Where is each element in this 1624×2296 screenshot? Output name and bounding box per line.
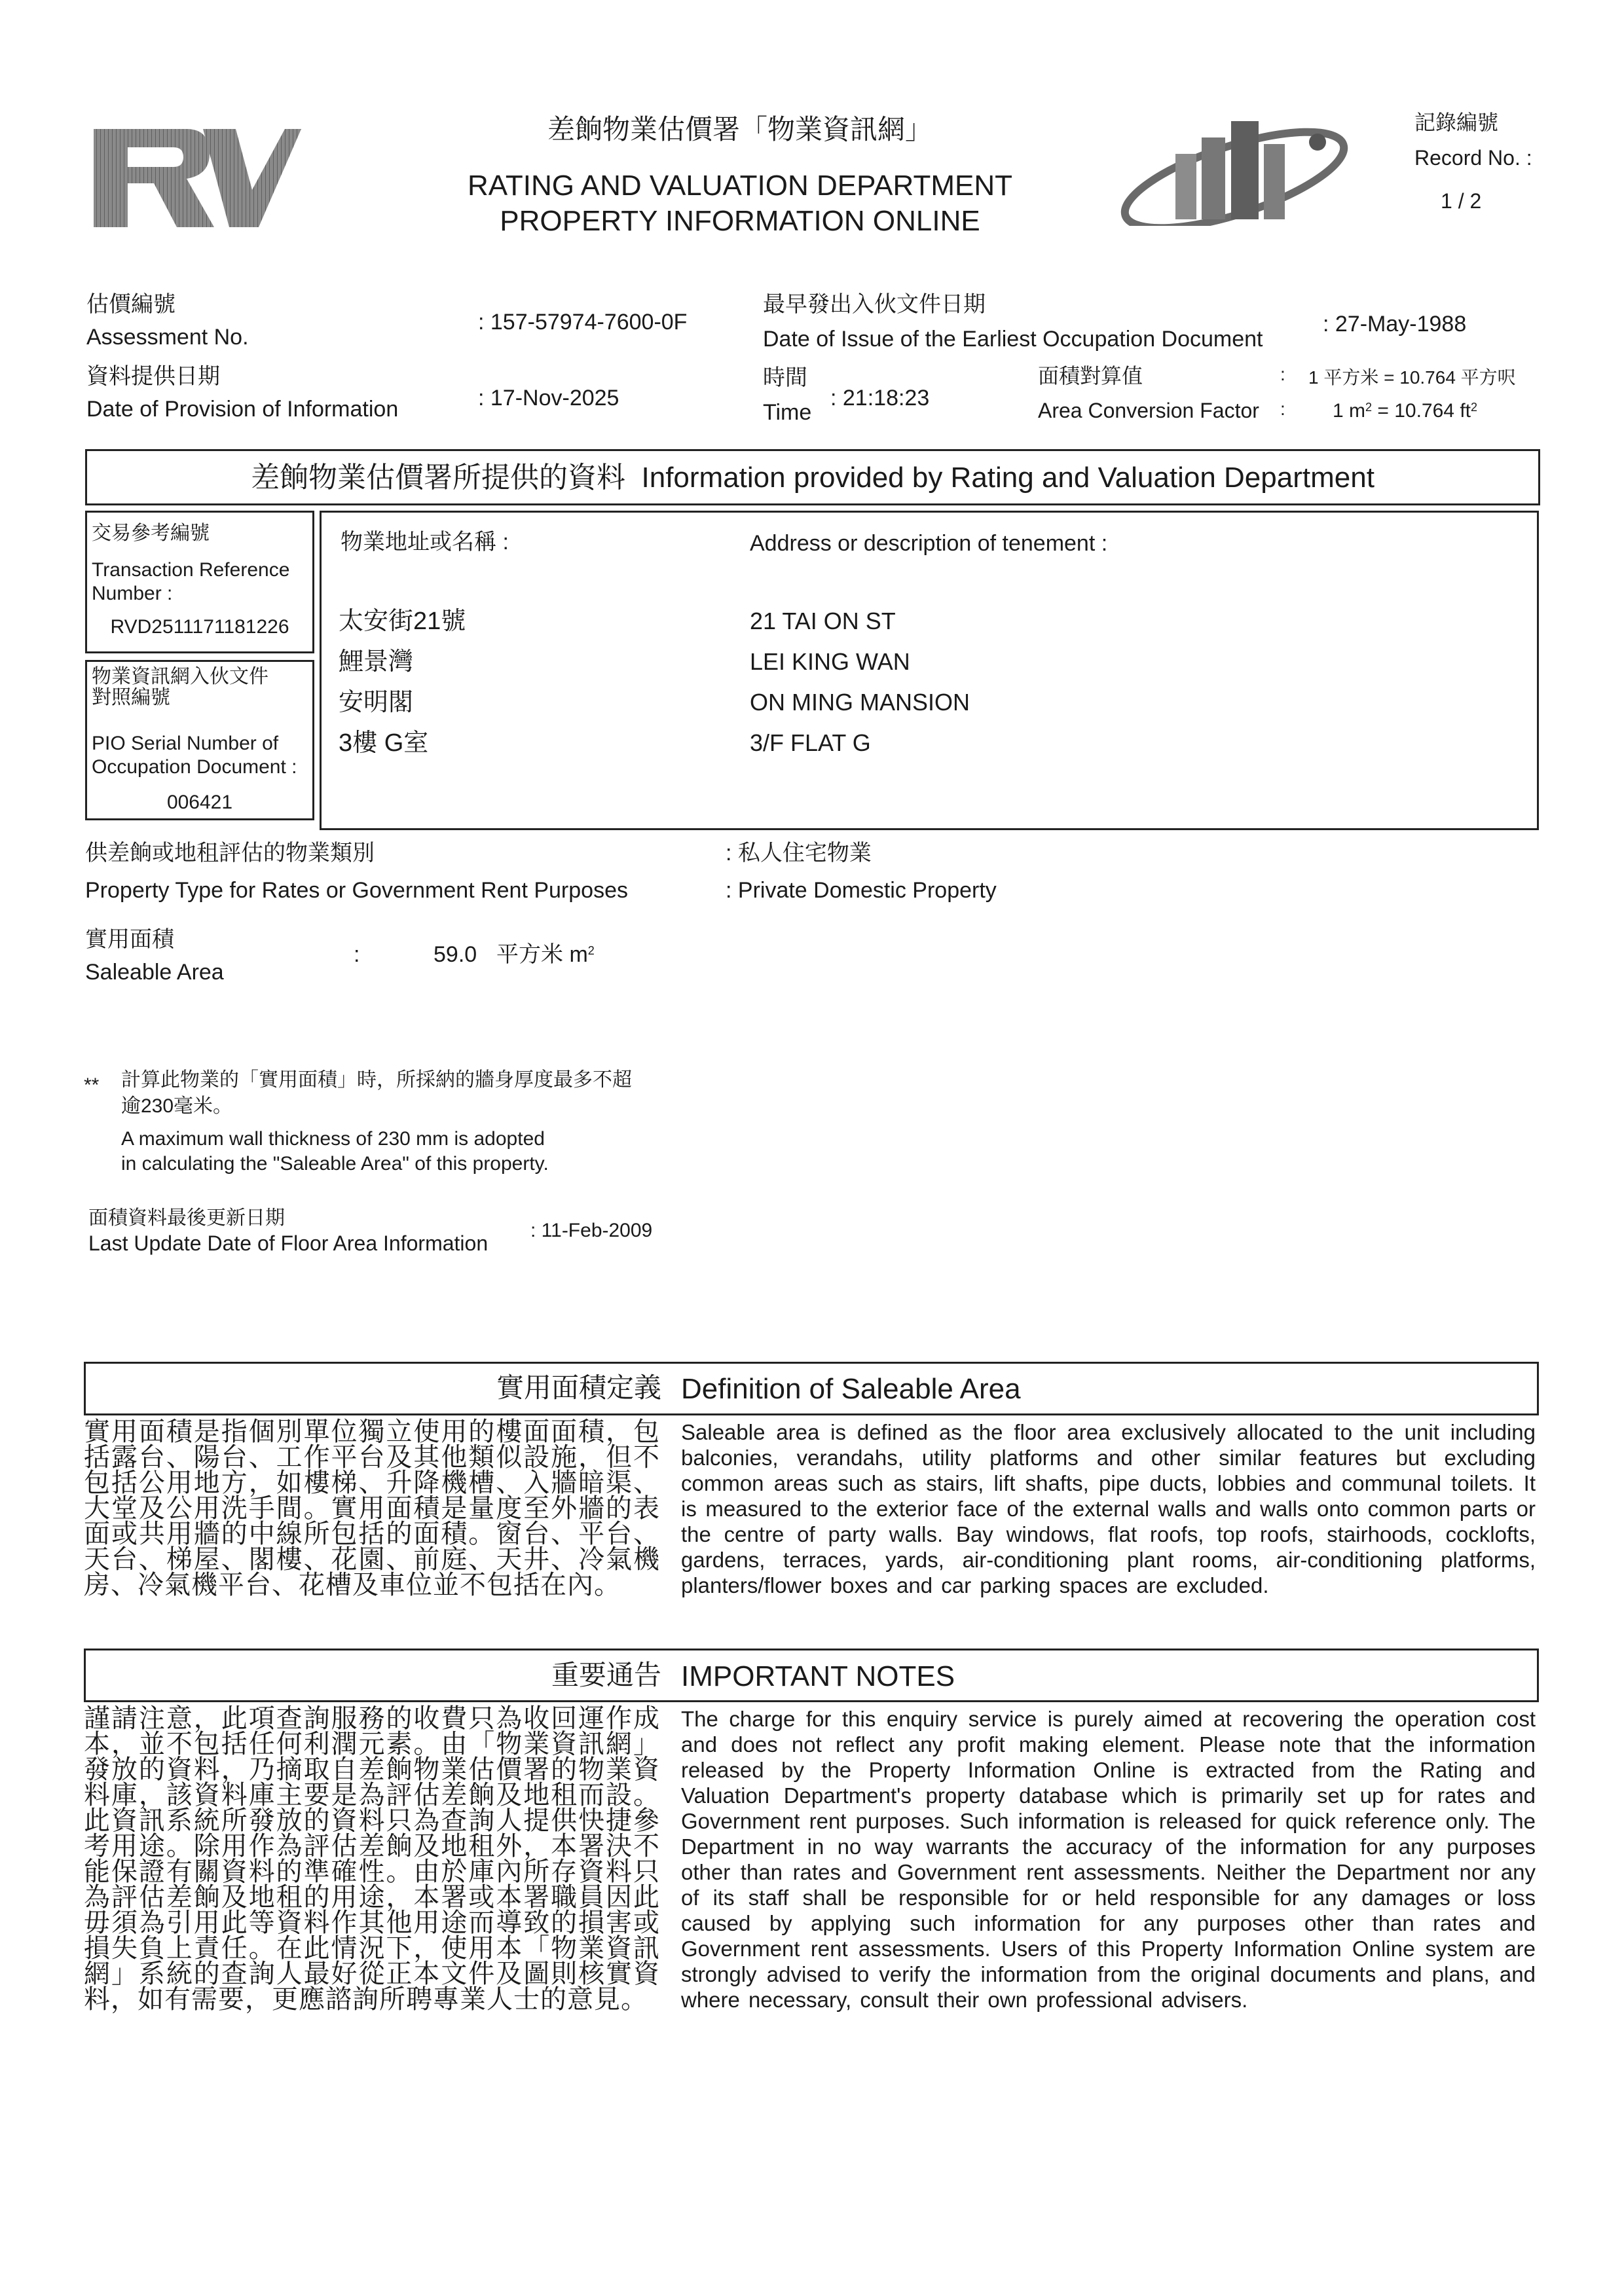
notes-body-en: The charge for this enquiry service is purely aimed at recovering the operation cost and does not reflect any profit making element. Please note that the information released by the Property Information Online is extracted from the Rating and Valuation Department's property database which is primarily set up for rates and Government rent purposes. Such information is released for quick reference only. The Department in no way warrants the accuracy of the information for any purposes other than rates and Government rent assessments. Neither the Department nor any of its staff shall be responsible for or held responsible for any damages or loss caused by applying such information for any purposes other than rates and Government rent assessments. Users of this Property Information Online system are strongly advised to verify the information from the original documents and plans, and where necessary, consult their own professional advisers.: [681, 1707, 1536, 2012]
dept-name-zh: 差餉物業估價署「物業資訊網」: [547, 113, 932, 145]
address-line-zh: 太安街21號: [339, 608, 466, 635]
address-line-en: LEI KING WAN: [750, 648, 910, 675]
property-type-label-zh: 供差餉或地租評估的物業類別: [85, 841, 375, 866]
address-line-zh: 3樓 G室: [339, 729, 429, 757]
txn-ref-value: RVD2511171181226: [110, 616, 289, 638]
area-factor-line1: 1 平方米 = 10.764 平方呎: [1308, 367, 1516, 388]
pio-label-zh: 物業資訊網入伙文件對照編號: [92, 666, 268, 708]
notes-body-zh: 謹請注意，此項查詢服務的收費只為收回運作成本，並不包括任何利潤元素。由「物業資訊網」發放的資料，乃摘取自差餉物業估價署的物業資料庫，該資料庫主要是為評估差餉及地租而設。此資訊系統所發放的資料只為查詢人提供快捷參考用途。除用作為評估差餉及地租外，本署決不能保證有關資料的準確性。由於庫內所存資料只為評估差餉及地租的用途，本署或本署職員因此毋須為引用此等資料作其他用途而導致的損害或損失負上責任。在此情況下，使用本「物業資訊網」系統的查詢人最好從正本文件及圖則核實資料，如有需要，更應諮詢所聘專業人士的意見。: [84, 1704, 660, 2014]
provision-date-label-zh: 資料提供日期: [86, 364, 220, 389]
superscript: 2: [1470, 401, 1477, 414]
area-factor-colon: :: [1280, 364, 1285, 384]
address-label-en: Address or description of tenement :: [750, 531, 1108, 556]
address-zh-list: [339, 601, 466, 763]
definition-body-zh: 實用面積是指個別單位獨立使用的樓面面積，包括露台、陽台、工作平台及其他類似設施，但不包括公用地方，如樓梯、升降機槽、入牆暗渠、大堂及公用洗手間。實用面積是量度至外牆的表面或共用牆的中線所包括的面積。窗台、平台、天台、梯屋、閣樓、花園、前庭、天井、冷氣機房、冷氣機平台、花槽及車位並不包括在內。: [84, 1417, 660, 1599]
provision-date-value: : 17-Nov-2025: [478, 386, 619, 410]
txn-ref-label-en: Transaction Reference Number :: [92, 559, 290, 604]
saleable-area-unit: [496, 941, 595, 968]
assessment-no-label-en: Assessment No.: [86, 325, 249, 350]
notes-title-en: IMPORTANT NOTES: [681, 1660, 955, 1692]
property-type-value-en: : Private Domestic Property: [726, 878, 997, 903]
note-zh: 計算此物業的「實用面積」時，所採納的牆身厚度最多不超逾230毫米。: [121, 1069, 632, 1117]
assessment-no-label-zh: 估價編號: [86, 292, 175, 317]
address-label-zh: 物業地址或名稱 :: [341, 530, 509, 555]
info-section-title-en: Information provided by Rating and Valuation Department: [641, 462, 1375, 494]
buildings-logo: [1113, 108, 1349, 226]
address-line-zh: 安明閣: [339, 689, 414, 716]
record-no-label-zh: 記錄編號: [1414, 111, 1499, 134]
notes-title-zh: 重要通告: [551, 1660, 661, 1690]
address-line-en: 3/F FLAT G: [750, 729, 871, 756]
saleable-area-unit-text: 平方米 m: [496, 942, 588, 967]
note-marker: **: [84, 1074, 100, 1096]
definition-body-en: Saleable area is defined as the floor area exclusively allocated to the unit including balconies, verandahs, utility platforms and other similar features but excluding common areas such as stairs, lift shafts, pipe ducts, lobbies and communal toilets. It is measured to the exterior face of the external walls and walls onto common parts or the centre of party walls. Bay windows, flat roofs, top roofs, stairhoods, cocklofts, gardens, terraces, yards, air-conditioning plant rooms, air-conditioning platforms, planters/flower boxes and car parking spaces are excluded.: [681, 1420, 1536, 1597]
info-section-title-zh: 差餉物業估價署所提供的資料: [251, 462, 626, 494]
time-label-zh: 時間: [763, 365, 807, 390]
floor-update-label-en: Last Update Date of Floor Area Information: [88, 1231, 489, 1255]
info-section-title: [85, 461, 1540, 495]
time-value: : 21:18:23: [830, 386, 930, 410]
property-type-value-zh: : 私人住宅物業: [726, 841, 872, 866]
saleable-area-colon: :: [354, 942, 360, 967]
note-en-line1: A maximum wall thickness of 230 mm is adopted: [121, 1128, 545, 1150]
area-factor-line2: [1333, 399, 1477, 423]
address-line-en: 21 TAI ON ST: [750, 608, 896, 634]
time-label-en: Time: [763, 400, 812, 425]
definition-title-en: Definition of Saleable Area: [681, 1373, 1021, 1405]
provision-date-label-en: Date of Provision of Information: [86, 397, 399, 422]
txn-ref-label-zh: 交易參考編號: [92, 522, 210, 544]
rv-logo: [88, 121, 304, 232]
superscript: 2: [587, 944, 595, 957]
floor-update-value: : 11-Feb-2009: [530, 1220, 653, 1241]
superscript: 2: [1365, 401, 1373, 414]
note-en-line2: in calculating the "Saleable Area" of this property.: [121, 1153, 549, 1175]
saleable-area-label-en: Saleable Area: [85, 960, 224, 985]
record-no-label-en: Record No. :: [1414, 146, 1532, 170]
area-factor-colon: :: [1280, 399, 1285, 419]
assessment-no-value: : 157-57974-7600-0F: [478, 310, 688, 335]
area-factor-m: 1 m: [1333, 400, 1366, 422]
area-factor-label-en: Area Conversion Factor: [1038, 399, 1259, 422]
address-line-zh: 鯉景灣: [339, 648, 414, 676]
area-factor-label-zh: 面積對算值: [1038, 364, 1143, 388]
pio-value: 006421: [166, 792, 233, 813]
occupation-date-label-zh: 最早發出入伙文件日期: [763, 292, 986, 317]
area-factor-ft: = 10.764 ft: [1372, 400, 1471, 422]
saleable-area-label-zh: 實用面積: [85, 927, 174, 952]
address-line-en: ON MING MANSION: [750, 689, 970, 716]
pio-label-en: PIO Serial Number of Occupation Document :: [92, 733, 297, 778]
occupation-date-value: : 27-May-1988: [1323, 312, 1467, 337]
property-type-label-en: Property Type for Rates or Government Rent Purposes: [85, 878, 628, 903]
definition-title-zh: 實用面積定義: [496, 1372, 661, 1403]
occupation-date-label-en: Date of Issue of the Earliest Occupation Document: [763, 327, 1263, 352]
floor-update-label-zh: 面積資料最後更新日期: [88, 1207, 285, 1229]
dept-name-en-line2: PROPERTY INFORMATION ONLINE: [500, 205, 980, 237]
saleable-area-value: 59.0: [434, 942, 477, 967]
record-no-value: 1 / 2: [1441, 189, 1482, 213]
dept-name-en-line1: RATING AND VALUATION DEPARTMENT: [467, 170, 1013, 202]
address-en-list: [750, 601, 970, 763]
